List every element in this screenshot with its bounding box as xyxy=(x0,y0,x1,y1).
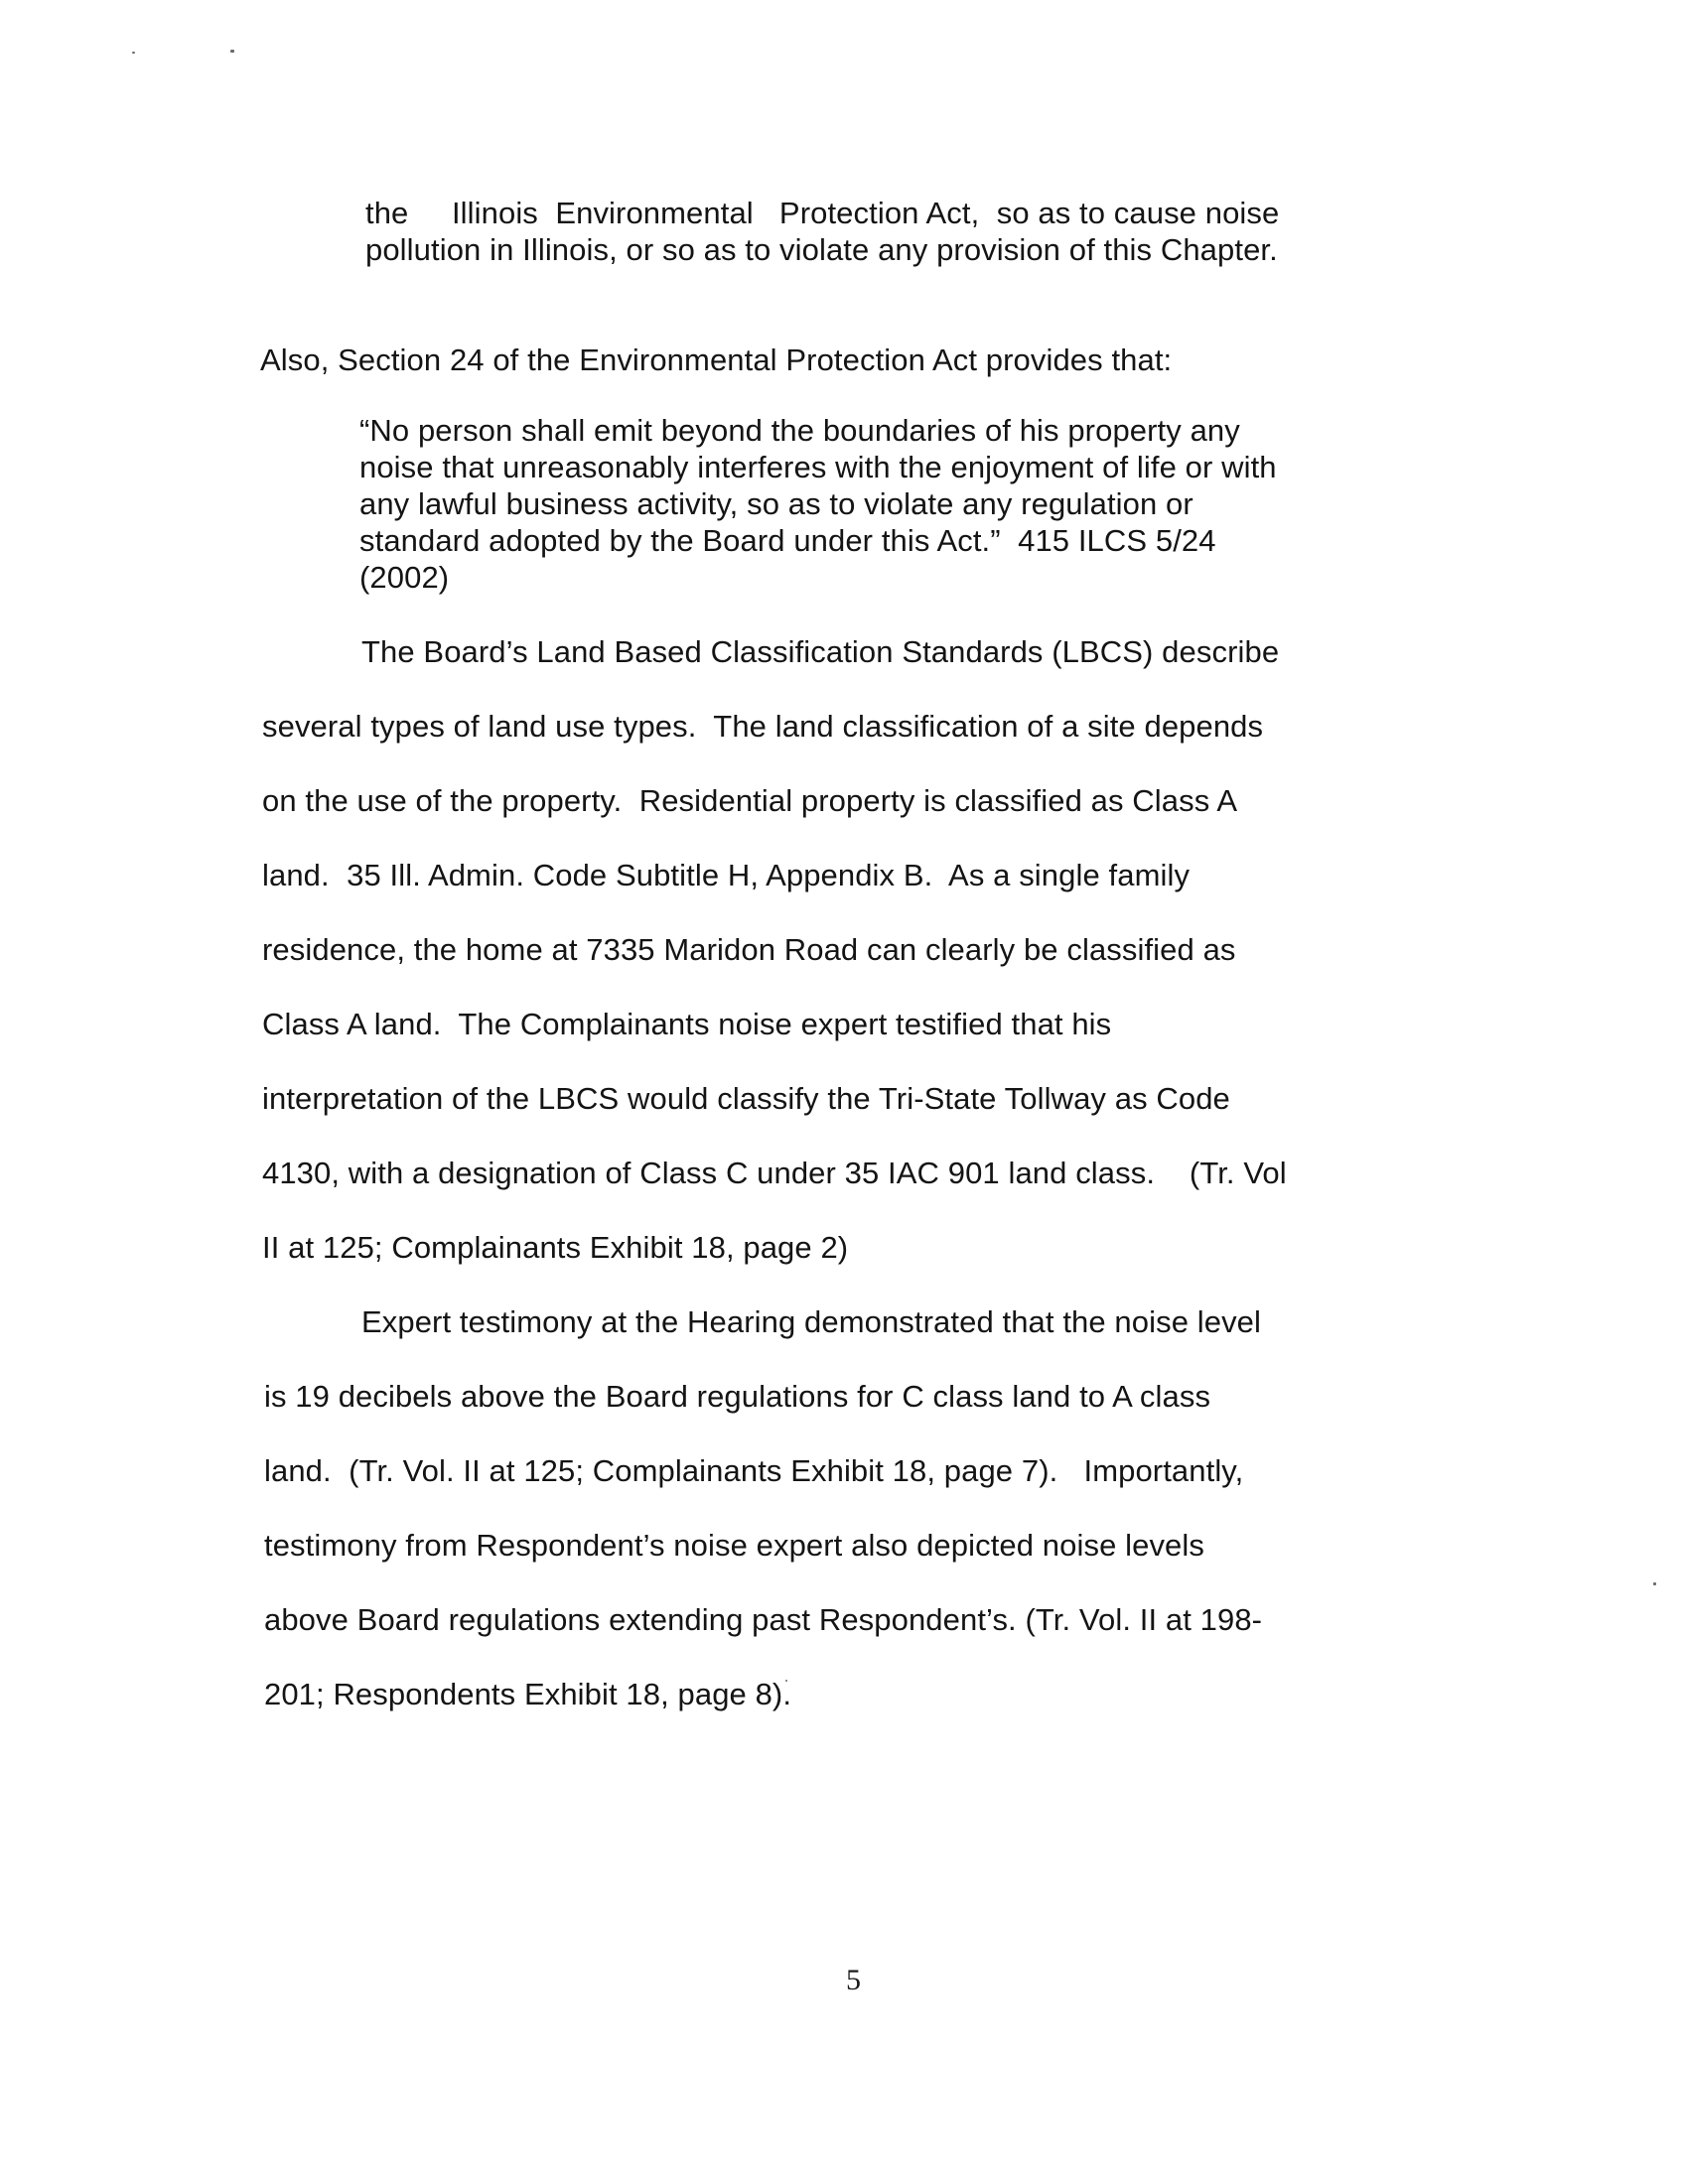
scan-speck xyxy=(132,52,135,54)
quote-2-line: (2002) xyxy=(359,560,450,595)
body-line: Class A land. The Complainants noise expert testified that his xyxy=(262,1007,1112,1041)
body-line: above Board regulations extending past Respondent’s. (Tr. Vol. II at 198- xyxy=(264,1602,1263,1637)
scan-speck xyxy=(230,50,234,53)
body-line: several types of land use types. The land classification of a site depends xyxy=(262,709,1264,744)
body-line: is 19 decibels above the Board regulations for C class land to A class xyxy=(264,1379,1211,1414)
body-line: residence, the home at 7335 Maridon Road can clearly be classified as xyxy=(262,932,1236,967)
quote-2-line: standard adopted by the Board under this Act.” 415 ILCS 5/24 xyxy=(359,523,1216,558)
body-line: II at 125; Complainants Exhibit 18, page 2) xyxy=(262,1230,849,1265)
body-line: Expert testimony at the Hearing demonstrated that the noise level xyxy=(361,1304,1261,1339)
body-line: on the use of the property. Residential property is classified as Class A xyxy=(262,783,1238,818)
body-line: The Board’s Land Based Classification Standards (LBCS) describe xyxy=(361,634,1280,669)
body-line: testimony from Respondent’s noise expert also depicted noise levels xyxy=(264,1528,1204,1563)
body-line: land. 35 Ill. Admin. Code Subtitle H, Appendix B. As a single family xyxy=(262,858,1191,892)
quote-1-line: pollution in Illinois, or so as to violate any provision of this Chapter. xyxy=(365,232,1278,267)
quote-2-line: noise that unreasonably interferes with the enjoyment of life or with xyxy=(359,450,1277,484)
body-line: interpretation of the LBCS would classify the Tri-State Tollway as Code xyxy=(262,1081,1230,1116)
quote-1-line: the Illinois Environmental Protection Act, so as to cause noise xyxy=(365,196,1280,230)
body-line: land. (Tr. Vol. II at 125; Complainants Exhibit 18, page 7). Importantly, xyxy=(264,1453,1244,1488)
scan-speck xyxy=(1653,1582,1656,1585)
quote-2-line: “No person shall emit beyond the boundaries of his property any xyxy=(359,413,1240,448)
intro-line: Also, Section 24 of the Environmental Protection Act provides that: xyxy=(260,342,1173,377)
body-line: 201; Respondents Exhibit 18, page 8). xyxy=(264,1677,792,1711)
page-number: 5 xyxy=(846,1964,861,1996)
body-line: 4130, with a designation of Class C under 35 IAC 901 land class. (Tr. Vol xyxy=(262,1156,1287,1190)
quote-2-line: any lawful business activity, so as to violate any regulation or xyxy=(359,486,1193,521)
